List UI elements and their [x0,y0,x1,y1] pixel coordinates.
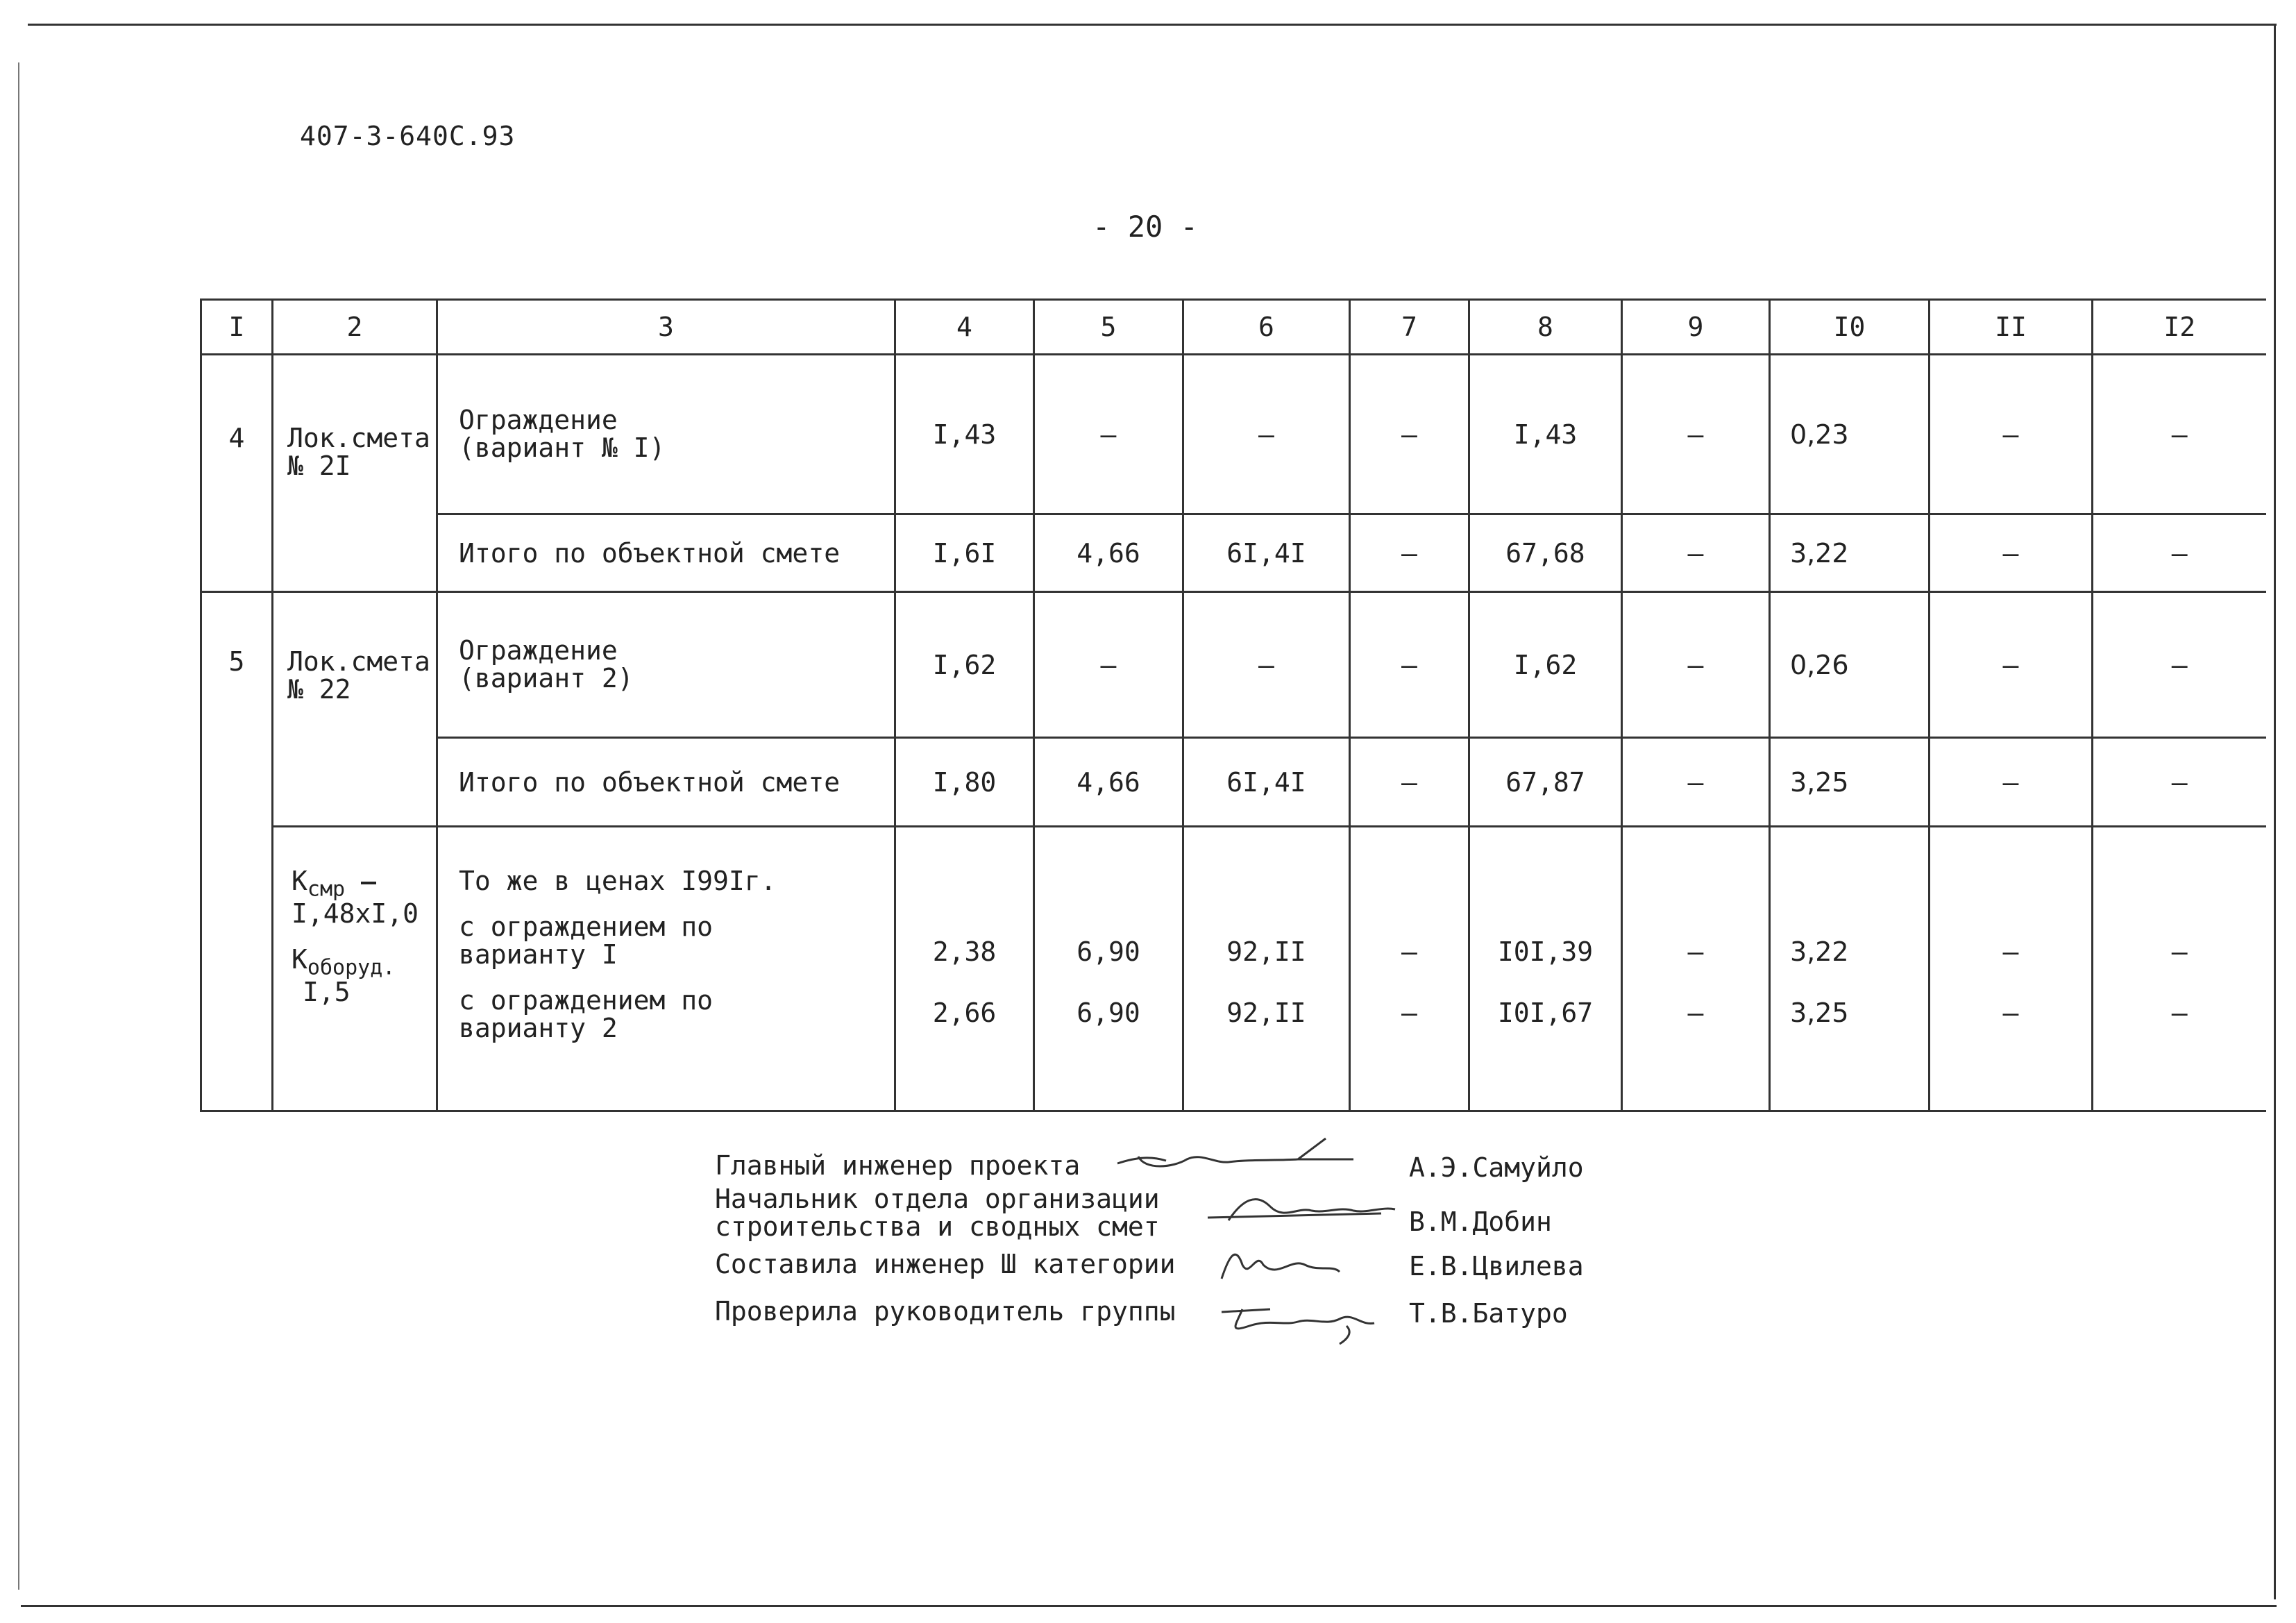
col-header: I [201,300,273,355]
page-number: - 20 - [1092,210,1198,244]
cell: – [2093,592,2266,738]
cell: – [1930,592,2093,738]
cell: – [1930,355,2093,514]
frame-right-line [2274,24,2276,1599]
cell: – – [2093,827,2266,1111]
cell: – [1622,738,1770,827]
item-description: Ограждение (вариант 2) [437,592,895,738]
cell: I,62 [895,592,1034,738]
col-header: I0 [1770,300,1930,355]
col-header: 5 [1034,300,1183,355]
cell: 3,22 3,25 [1770,827,1930,1111]
cell: – [1930,514,2093,592]
frame-left-line [18,62,19,1590]
estimate-ref: Лок.смета № 2I [273,355,437,592]
signature-image [1215,1237,1353,1286]
signature-block [715,1138,1687,1347]
frame-bottom-line [21,1605,2277,1607]
cell: 4,66 [1034,514,1183,592]
cell: – [1350,514,1469,592]
cell: I,6I [895,514,1034,592]
cell: – [2093,355,2266,514]
cell: 2,38 2,66 [895,827,1034,1111]
item-description: Итого по объектной смете [437,514,895,592]
signature-image [1090,1136,1367,1184]
table-row [201,738,2266,827]
cell: 3,25 [1770,738,1930,827]
cell: 0,26 [1770,592,1930,738]
signature-image [1215,1291,1395,1347]
cell: – [1622,514,1770,592]
signer-name: Т.В.Батуро [1409,1298,1568,1329]
cell: I,43 [895,355,1034,514]
table-row [201,592,2266,738]
cell: – [1622,592,1770,738]
col-header: 3 [437,300,895,355]
table-header-row [201,300,2266,355]
cell: – [1350,592,1469,738]
cell: – [1930,738,2093,827]
cell: – – [1350,827,1469,1111]
cell: 6,90 6,90 [1034,827,1183,1111]
cell: 4,66 [1034,738,1183,827]
signer-title: Проверила руководитель группы [715,1296,1176,1327]
document-code: 407-3-640С.93 [300,121,516,151]
signer-title: Начальник отдела организации строительства и сводных смет [715,1184,1160,1242]
col-header: 4 [895,300,1034,355]
cell: – – [1622,827,1770,1111]
cell: I0I,39 I0I,67 [1469,827,1622,1111]
col-header: 8 [1469,300,1622,355]
signer-title: Главный инженер проекта [715,1150,1081,1181]
cell: 67,68 [1469,514,1622,592]
cell: – – [1930,827,2093,1111]
cell: 92,II 92,II [1183,827,1350,1111]
cell: – [1622,355,1770,514]
cell: – [1034,355,1183,514]
cell: I,80 [895,738,1034,827]
item-description: Ограждение (вариант № I) [437,355,895,514]
item-description: То же в ценах I99Iг. с ограждением по варианту I с ограждением по варианту 2 [437,827,895,1111]
cell: – [1350,355,1469,514]
signer-title: Составила инженер Ш категории [715,1249,1176,1279]
table-row [201,827,2266,1111]
cell: I,62 [1469,592,1622,738]
table-row [201,355,2266,514]
cell: – [2093,514,2266,592]
cell: 6I,4I [1183,738,1350,827]
cell: – [1183,355,1350,514]
cell: 3,22 [1770,514,1930,592]
cell: I,43 [1469,355,1622,514]
col-header: II [1930,300,2093,355]
col-header: 2 [273,300,437,355]
cell: – [2093,738,2266,827]
cell: – [1350,738,1469,827]
col-header: I2 [2093,300,2266,355]
item-number: 5 [201,592,273,1111]
coefficient-cell: $К_{смр}$ I,48xI,0 $К_{оборуд.}$ I,5 [273,827,437,1111]
cell: 67,87 [1469,738,1622,827]
col-header: 6 [1183,300,1350,355]
cell: – [1183,592,1350,738]
cell: 6I,4I [1183,514,1350,592]
signer-name: Е.В.Цвилева [1409,1251,1584,1281]
cell: 0,23 [1770,355,1930,514]
signature-image [1201,1186,1409,1234]
item-description: Итого по объектной смете [437,738,895,827]
col-header: 7 [1350,300,1469,355]
signer-name: А.Э.Самуйло [1409,1152,1584,1183]
cell: – [1034,592,1183,738]
signer-name: В.М.Добин [1409,1206,1552,1237]
table-row [201,514,2266,592]
item-number: 4 [201,355,273,592]
frame-top-line [28,24,2277,26]
col-header: 9 [1622,300,1770,355]
estimate-table [200,298,2266,1112]
estimate-ref: Лок.смета № 22 [273,592,437,827]
